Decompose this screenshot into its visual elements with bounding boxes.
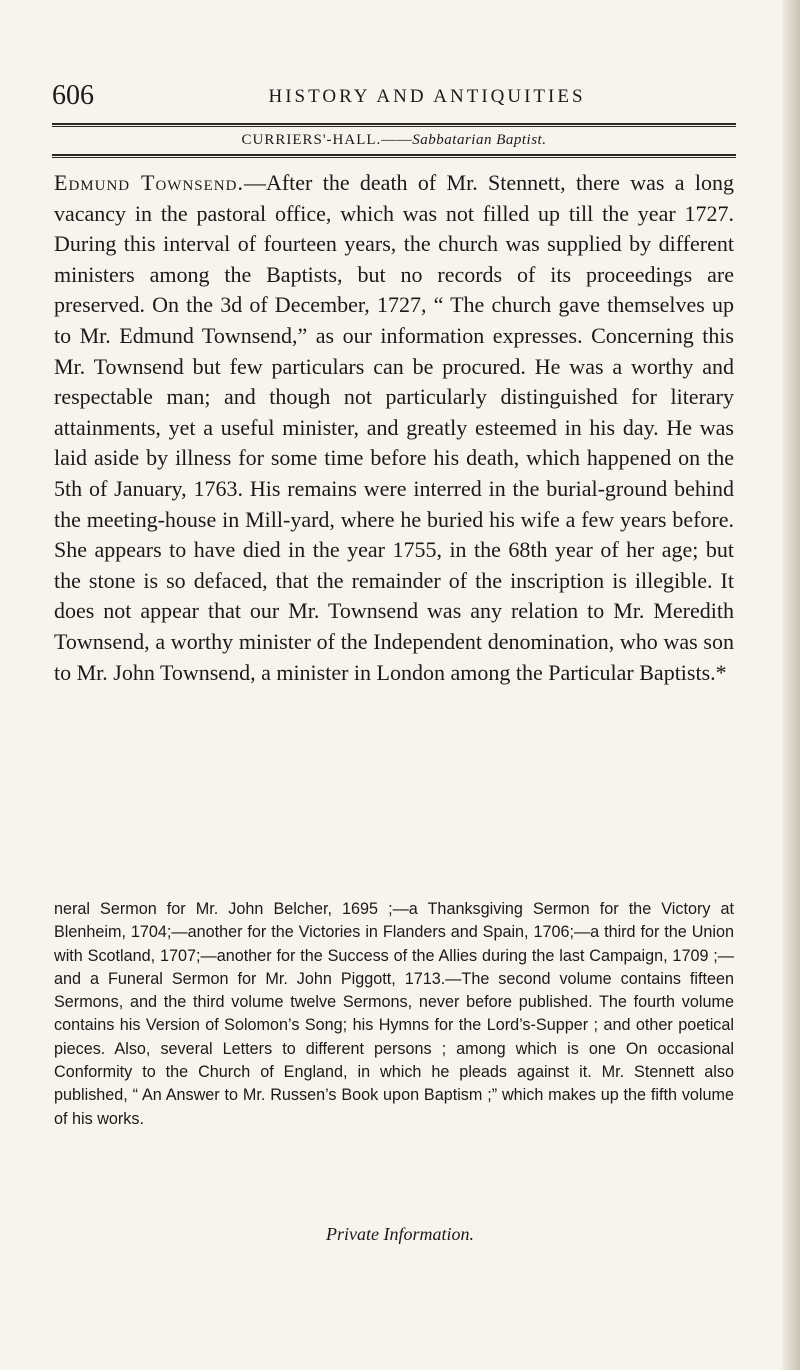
section-place: CURRIERS'-HALL.: [241, 132, 382, 148]
source-credit: Private Information.: [326, 1224, 474, 1244]
caption-rule: [52, 154, 736, 156]
header-rule: [52, 123, 736, 125]
section-caption: [52, 130, 736, 150]
page-number: 606: [52, 80, 94, 111]
main-paragraph: [54, 168, 734, 688]
page-header: [52, 80, 732, 120]
section-separator: ——: [381, 132, 413, 148]
section-denomination: Sabbatarian Baptist.: [412, 132, 547, 148]
caption-rule-thin: [52, 157, 736, 158]
header-rule-thin: [52, 126, 736, 127]
paragraph-text: —After the death of Mr. Stennett, there was a long vacancy in the pastoral office, which was not filled up till the year 1727. During this interval of fourteen years, the church was supplied by different ministers among the Baptists, but no records of its proceedings are preserved. On the 3d of December, 1727, “ The church gave themselves up to Mr. Edmund Townsend,” as our information expresses. Concerning this Mr. Townsend but few particulars can be procured. He was a worthy and respectable man; and though not particularly distinguished for literary attainments, yet a useful minister, and greatly esteemed in his day. He was laid aside by illness for some time before his death, which happened on the 5th of January, 1763. His remains were interred in the burial-ground behind the meeting-house in Mill-yard, where he buried his wife a few years before. She appears to have died in the year 1755, in the 68th year of her age; but the stone is so defaced, that the remainder of the inscription is illegible. It does not appear that our Mr. Townsend was any relation to Mr. Meredith Townsend, a worthy minister of the Independent denomination, who was son to Mr. John Townsend, a minister in London among the Particular Baptists.*: [54, 170, 734, 685]
paragraph-lead: Edmund Townsend.: [54, 170, 244, 195]
footnote: neral Sermon for Mr. John Belcher, 1695 ;—a Thanksgiving Sermon for the Victory at Blenheim, 1704;—another for the Victories in Flanders and Spain, 1706;—a third for the Union with Scotland, 1707;—another for the Success of the Allies during the last Campaign, 1709 ;—and a Funeral Sermon for Mr. John Piggott, 1713.—The second volume contains fifteen Sermons, and the third volume twelve Sermons, never before published. The fourth volume contains his Version of Solomon’s Song; his Hymns for the Lord’s-Supper ; and other poetical pieces. Also, several Letters to different persons ; among which is one On occasional Conformity to the Church of England, in which he pleads against it. Mr. Stennett also published, “ An Answer to Mr. Russen’s Book upon Baptism ;” which makes up the fifth volume of his works.: [54, 900, 734, 1128]
page-edge-shadow: [782, 0, 800, 1370]
running-title: HISTORY AND ANTIQUITIES: [268, 86, 586, 107]
